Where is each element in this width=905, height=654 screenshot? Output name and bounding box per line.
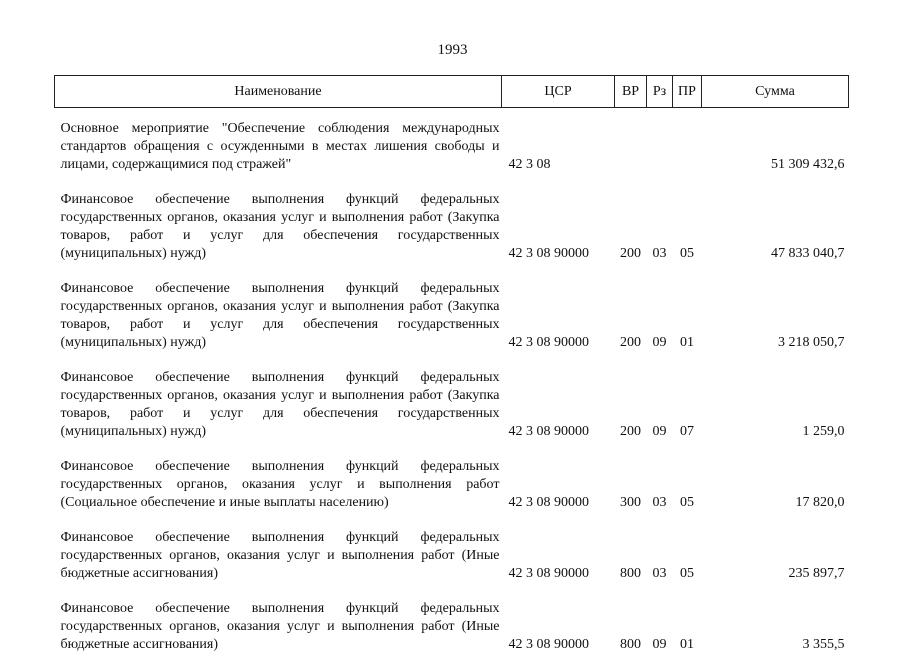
row-name: Основное мероприятие "Обеспечение соблюдения международных стандартов обращения с осужденными в местах лишения свободы и лицами, содержащимися под стражей" — [60, 121, 500, 172]
row-vr: 200 — [620, 246, 641, 261]
row-sum: 3 355,5 — [802, 637, 845, 652]
row-rz: 03 — [652, 246, 667, 261]
row-sum: 17 820,0 — [795, 495, 845, 510]
row-name: Финансовое обеспечение выполнения функций федеральных государственных органов, оказания услуг и выполнения работ (Иные бюджетные ассигнования) — [60, 530, 500, 581]
row-csr: 42 3 08 90000 — [508, 424, 589, 439]
row-rz: 03 — [652, 566, 667, 581]
row-sum: 3 218 050,7 — [778, 335, 845, 350]
row-pr: 01 — [680, 637, 694, 652]
table-row — [55, 191, 849, 263]
row-sum: 235 897,7 — [788, 566, 845, 581]
row-rz: 09 — [652, 335, 667, 350]
row-csr: 42 3 08 90000 — [508, 566, 589, 581]
row-rz: 03 — [652, 495, 667, 510]
page-number: 1993 — [437, 42, 468, 58]
row-vr: 300 — [620, 495, 641, 510]
row-pr: 05 — [680, 495, 694, 510]
row-pr: 05 — [680, 566, 694, 581]
row-name: Финансовое обеспечение выполнения функций федеральных государственных органов, оказания услуг и выполнения работ (Иные бюджетные ассигнования) — [60, 601, 500, 652]
table-row — [55, 600, 849, 654]
row-name: Финансовое обеспечение выполнения функций федеральных государственных органов, оказания услуг и выполнения работ (Закупка товаров, работ и услуг для обеспечения государственных (муниципальных) нужд) — [60, 281, 500, 350]
header-rz: Рз — [647, 76, 673, 108]
header-csr: ЦСР — [502, 76, 615, 108]
row-vr: 200 — [620, 424, 641, 439]
row-pr: 01 — [680, 335, 694, 350]
row-vr — [615, 120, 647, 174]
row-csr: 42 3 08 90000 — [508, 335, 589, 350]
table-row — [55, 529, 849, 583]
row-vr: 800 — [620, 637, 641, 652]
header-vr: ВР — [615, 76, 647, 108]
row-csr: 42 3 08 90000 — [508, 246, 589, 261]
row-rz: 09 — [652, 424, 667, 439]
row-csr: 42 3 08 90000 — [508, 495, 589, 510]
row-vr: 800 — [620, 566, 641, 581]
table-row — [55, 120, 849, 174]
row-csr: 42 3 08 90000 — [508, 637, 589, 652]
row-vr: 200 — [620, 335, 641, 350]
row-pr — [673, 120, 702, 174]
row-csr: 42 3 08 — [508, 157, 551, 172]
table-row — [55, 458, 849, 512]
table-row — [55, 369, 849, 441]
row-sum: 47 833 040,7 — [771, 246, 845, 261]
row-sum: 1 259,0 — [802, 424, 845, 439]
row-sum: 51 309 432,6 — [771, 157, 845, 172]
header-name: Наименование — [55, 76, 502, 108]
row-name: Финансовое обеспечение выполнения функций федеральных государственных органов, оказания услуг и выполнения работ (Закупка товаров, работ и услуг для обеспечения государственных (муниципальных) нужд) — [60, 370, 500, 439]
row-name: Финансовое обеспечение выполнения функций федеральных государственных органов, оказания услуг и выполнения работ (Закупка товаров, работ и услуг для обеспечения государственных (муниципальных) нужд) — [60, 192, 500, 261]
header-sum: Сумма — [702, 76, 849, 108]
header-pr: ПР — [673, 76, 702, 108]
row-pr: 07 — [680, 424, 694, 439]
row-name: Финансовое обеспечение выполнения функций федеральных государственных органов, оказания услуг и выполнения работ (Социальное обеспечение и иные выплаты населению) — [60, 459, 500, 510]
table-header-row — [55, 76, 849, 108]
row-pr: 05 — [680, 246, 694, 261]
row-rz: 09 — [652, 637, 667, 652]
budget-table — [54, 75, 849, 654]
table-row — [55, 280, 849, 352]
row-rz — [647, 120, 673, 174]
